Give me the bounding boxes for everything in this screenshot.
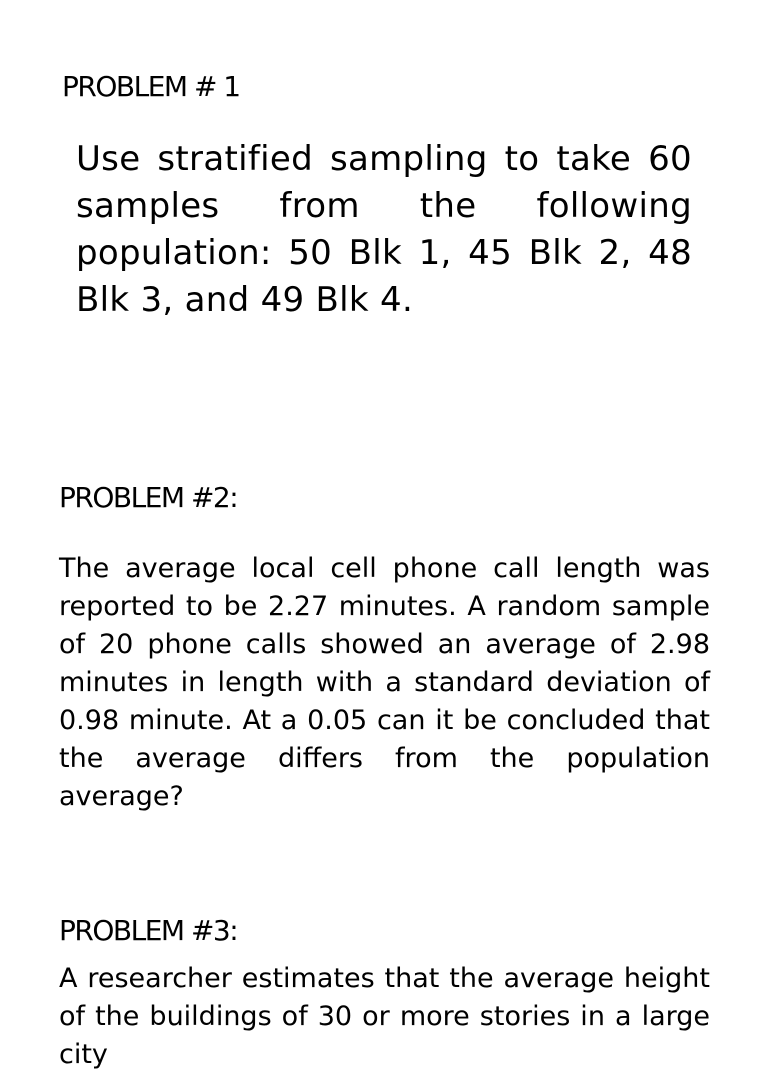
problem-3-text: A researcher estimates that the average height of the buildings of 30 or more stories in a large city <box>59 963 710 1070</box>
problem-1-heading: PROBLEM # 1 <box>62 70 240 103</box>
problem-2-heading: PROBLEM #2: <box>59 481 238 514</box>
problem-3-heading: PROBLEM #3: <box>59 914 238 947</box>
problem-2-text: The average local cell phone call length was reported to be 2.27 minutes. A random sample of 20 phone calls showed an average of 2.98 minutes in length with a standard deviation of 0.98 minute. At a 0.05 can it be concluded that the average differs from the population average? <box>59 553 710 812</box>
problem-1-text: Use stratified sampling to take 60 samples from the following population: 50 Blk 1, 45 Blk 2, 48 Blk 3, and 49 Blk 4. <box>76 139 692 320</box>
